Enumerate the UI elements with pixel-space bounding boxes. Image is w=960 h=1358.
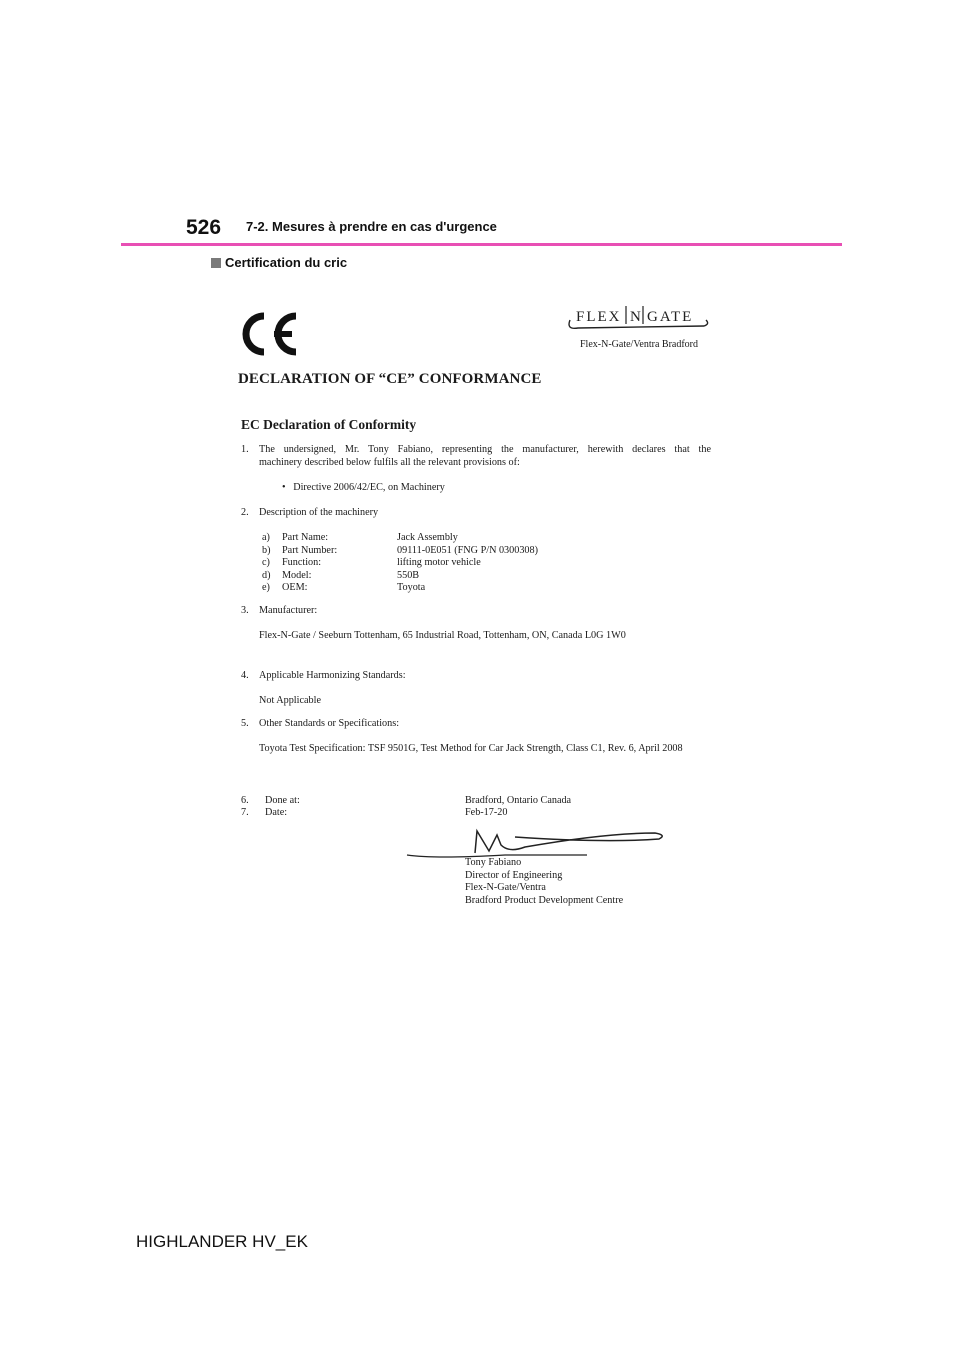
directive-bullet [282,482,445,495]
list-item: e) OEM: Toyota [262,582,426,593]
list-item: c) Function: lifting motor vehicle [262,557,481,568]
manufacturer-address: Flex-N-Gate / Seeburn Tottenham, 65 Industrial Road, Tottenham, ON, Canada L0G 1W0 [259,630,626,641]
list-item: b) Part Number: 09111-0E051 (FNG P/N 0300308) [262,544,539,556]
sub-heading [211,255,347,270]
svg-text:FLEX: FLEX [576,309,622,325]
section-number: 3. [241,605,249,616]
directive-text: Directive 2006/42/EC, on Machinery [293,482,445,493]
header-divider [121,243,842,246]
section-number: 1. [241,444,249,455]
list-item: a) Part Name: Jack Assembly [262,532,458,543]
section-title: 7-2. Mesures à prendre en cas d'urgence [246,219,497,234]
section-3 [241,605,317,618]
harmonizing-standards-value: Not Applicable [259,695,321,706]
section-1-text-line2: machinery described below fulfils all the relevant provisions of: [259,456,520,468]
bullet-dot-icon: • [282,482,294,493]
section-1-text-line1: The undersigned, Mr. Tony Fabiano, representing the manufacturer, herewith declares that the [259,444,711,455]
ce-mark-icon [238,310,300,358]
signer-company: Flex-N-Gate/Ventra [465,882,546,893]
list-item: d) Model: 550B [262,569,420,581]
section-2 [241,507,378,520]
list-item: 6. Done at: Bradford, Ontario Canada [241,795,572,806]
list-item: 7. Date: Feb-17-20 [241,807,508,818]
svg-text:N: N [630,309,641,325]
svg-text:GATE: GATE [647,309,694,325]
section-3-text: Manufacturer: [259,605,318,616]
section-2-text: Description of the machinery [259,507,379,518]
done-block [241,795,571,819]
section-5 [241,718,399,731]
page-number: 526 [186,216,222,239]
declaration-title: DECLARATION OF “CE” CONFORMANCE [238,371,542,387]
section-4-text: Applicable Harmonizing Standards: [259,670,406,681]
flex-n-gate-logo [564,302,710,336]
ec-declaration-title: EC Declaration of Conformity [241,417,417,432]
section-4 [241,670,406,683]
signer-title: Director of Engineering [465,869,563,881]
section-number: 4. [241,670,249,681]
sub-heading-text: Certification du cric [225,255,348,270]
specification-value: Toyota Test Specification: TSF 9501G, Test Method for Car Jack Strength, Class C1, Rev. 6, April 2008 [259,743,683,754]
parts-list [262,532,538,595]
signer-centre: Bradford Product Development Centre [465,894,624,906]
signer-name: Tony Fabiano [465,857,522,868]
section-number: 5. [241,718,249,729]
section-1 [241,444,711,469]
section-number: 2. [241,507,249,518]
signer-block [465,857,623,907]
section-5-text: Other Standards or Specifications: [259,718,400,729]
company-name: Flex-N-Gate/Ventra Bradford [580,339,699,350]
footer-model-label: HIGHLANDER HV_EK [136,1232,308,1251]
square-bullet-icon [211,258,221,268]
